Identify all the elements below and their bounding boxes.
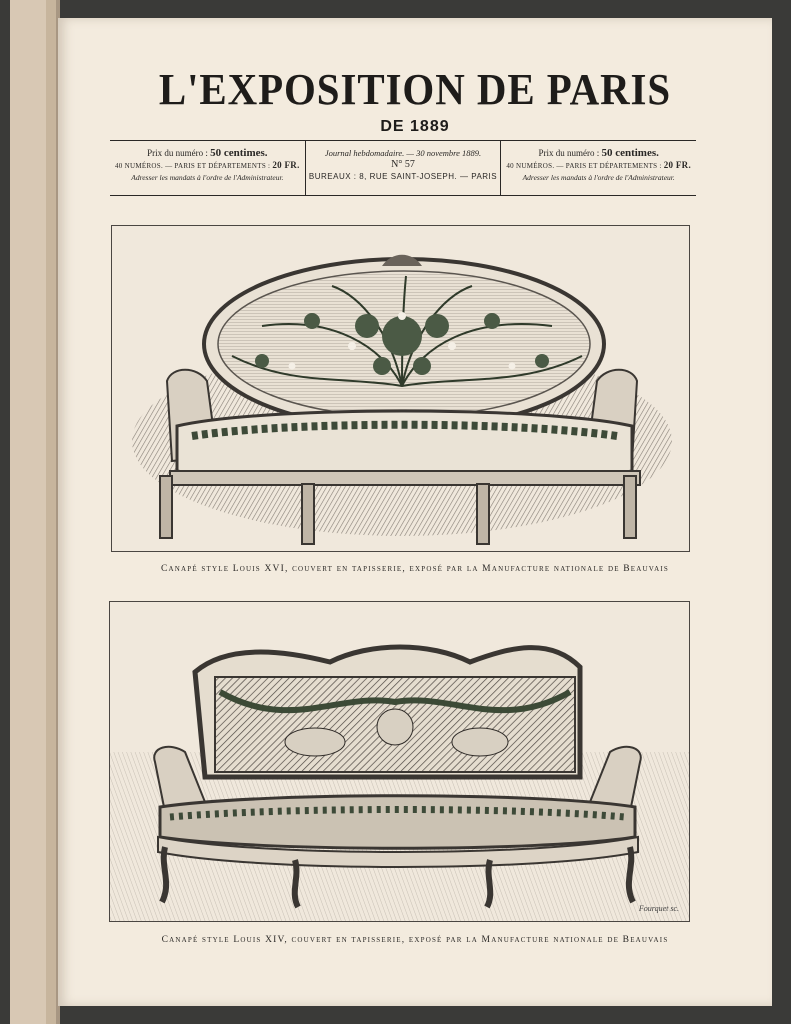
info-bar [110, 140, 696, 196]
price-line [110, 147, 305, 159]
subscription-line [110, 159, 305, 172]
illustration-louis-xiv-settee [109, 601, 690, 922]
info-left [110, 141, 305, 195]
info-center [305, 141, 502, 195]
louis-xiv-settee-engraving [110, 602, 689, 921]
subscription-label: 40 NUMÉROS. — PARIS ET DÉPARTEMENTS : [115, 162, 273, 170]
journal-date: Journal hebdomadaire. — 30 novembre 1889. [324, 148, 482, 158]
caption-louis-xvi: Canapé style Louis XVI, couvert en tapisserie, exposé par la Manufacture nationale de Beauvais [160, 564, 670, 574]
price-line [501, 147, 696, 159]
book-spine [0, 0, 60, 1024]
price-label: Prix du numéro : [147, 148, 211, 158]
subscription-line [501, 159, 696, 172]
subscription-label: 40 NUMÉROS. — PARIS ET DÉPARTEMENTS : [506, 162, 664, 170]
masthead-year: DE 1889 [380, 118, 450, 135]
masthead-title: L'EXPOSITION DE PARIS [158, 65, 672, 114]
price-value: 50 centimes. [210, 147, 268, 159]
price-value: 50 centimes. [601, 147, 659, 159]
newspaper-page [58, 18, 772, 1006]
subscription-value: 20 FR. [272, 160, 300, 170]
payment-note: Adresser les mandats à l'ordre de l'Administrateur. [522, 173, 675, 182]
payment-note: Adresser les mandats à l'ordre de l'Administrateur. [131, 173, 284, 182]
subscription-value: 20 FR. [663, 160, 692, 170]
engraver-signature: Fourquet sc. [638, 904, 679, 913]
info-right [501, 141, 696, 195]
caption-louis-xiv: Canapé style Louis XIV, couvert en tapisserie, exposé par la Manufacture nationale de Beauvais [161, 935, 669, 945]
louis-xvi-settee-engraving [112, 226, 689, 551]
issue-number: N° 57 [391, 159, 415, 170]
office-address: BUREAUX : 8, RUE SAINT-JOSEPH. — PARIS [308, 172, 498, 181]
price-label: Prix du numéro : [538, 148, 602, 158]
illustration-louis-xvi-settee [111, 225, 690, 552]
